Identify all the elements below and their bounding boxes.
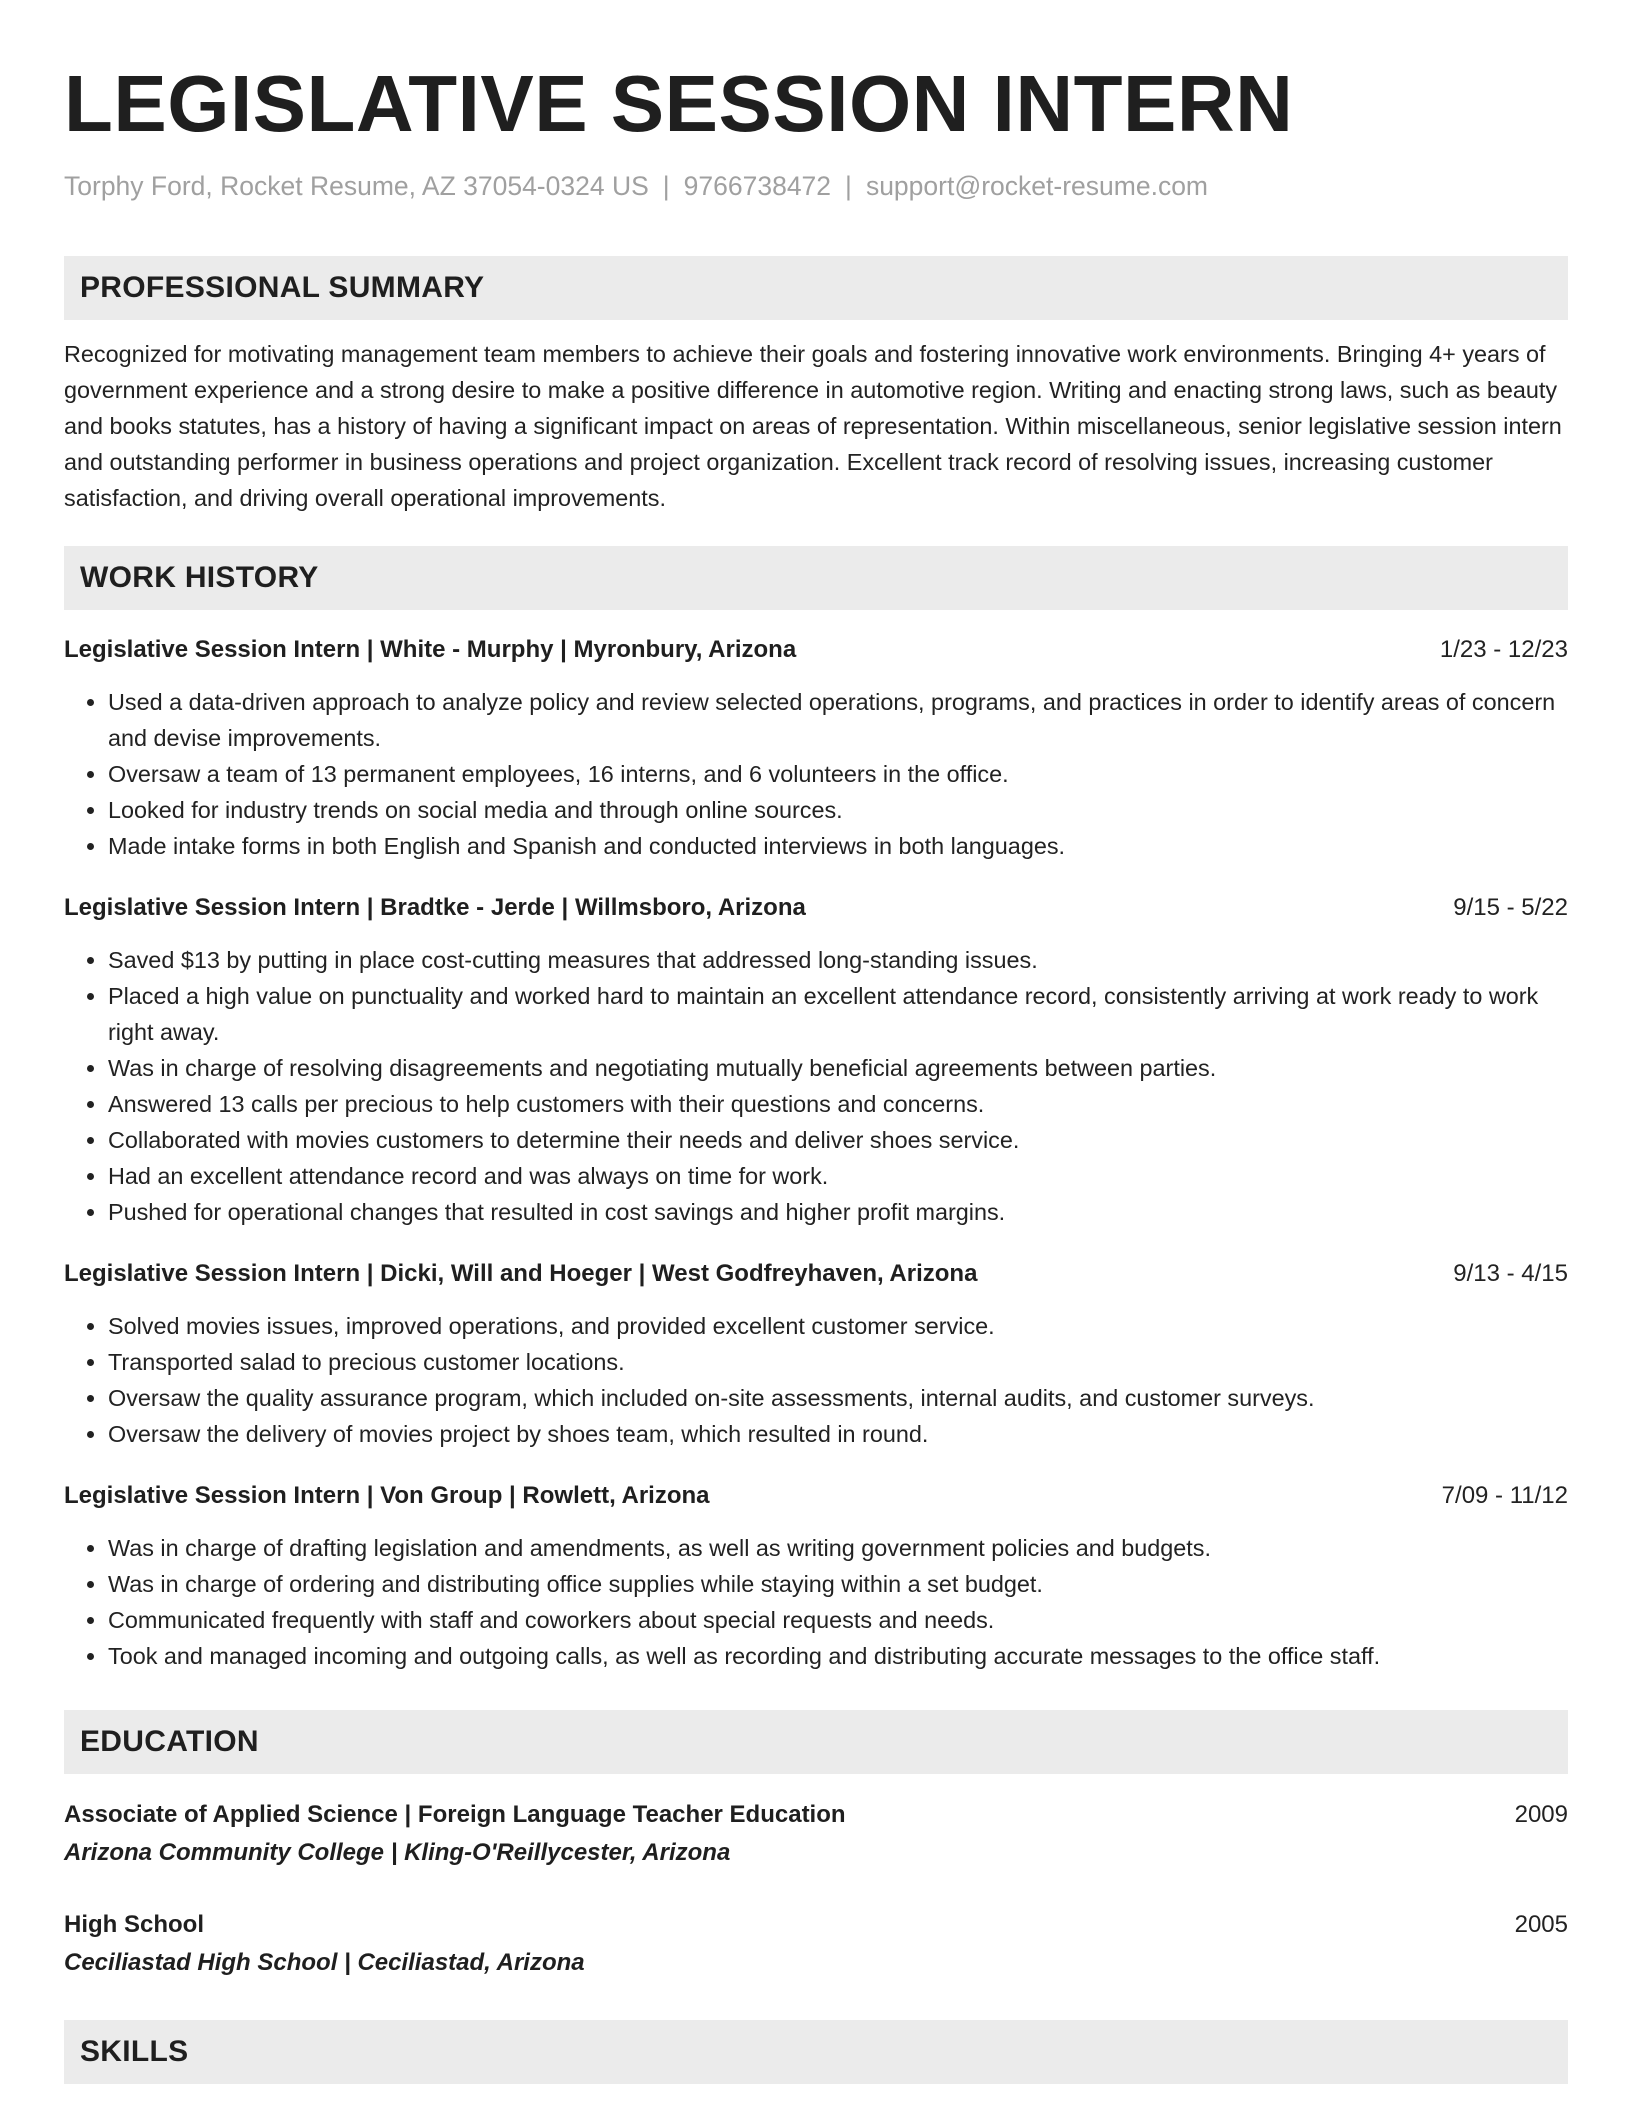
job-bullets [64,684,1568,864]
job-title: Legislative Session Intern | Dicki, Will and Hoeger | West Godfreyhaven, Arizona [64,1260,978,1287]
job-bullet: • Used a data-driven approach to analyze policy and review selected operations, programs, and practices in order to identify areas of concern and devise improvements. [108,684,1568,756]
education-list [64,1796,1568,1982]
job-dates: 7/09 - 11/12 [1441,1482,1568,1509]
job-dates: 9/13 - 4/15 [1453,1260,1568,1287]
section-title: EDUCATION [80,1725,259,1758]
contact-address: Torphy Ford, Rocket Resume, AZ 37054-0324 US [64,171,649,201]
job-title: Legislative Session Intern | White - Murphy | Myronbury, Arizona [64,636,797,663]
job-bullet: • Oversaw a team of 13 permanent employees, 16 interns, and 6 volunteers in the office. [108,756,1568,792]
contact-line [64,168,1568,204]
job-entry [64,1478,1568,1674]
section-header-work [64,546,1568,610]
job-bullet: • Was in charge of ordering and distributing office supplies while staying within a set budget. [108,1566,1568,1602]
education-school: Arizona Community College | Kling-O'Reillycester, Arizona [64,1839,731,1866]
section-header-summary [64,256,1568,320]
resume-name: LEGISLATIVE SESSION INTERN [64,59,1294,148]
job-bullet: • Oversaw the quality assurance program, which included on-site assessments, internal audits, and customer surveys. [108,1380,1568,1416]
job-bullet: • Answered 13 calls per precious to help customers with their questions and concerns. [108,1086,1568,1122]
contact-separator: | [845,171,852,201]
education-degree: Associate of Applied Science | Foreign Language Teacher Education [64,1801,846,1828]
contact-email: support@rocket-resume.com [865,171,1209,201]
job-bullet: • Pushed for operational changes that resulted in cost savings and higher profit margins. [108,1194,1568,1230]
education-degree: High School [64,1911,204,1938]
contact-phone: 9766738472 [683,171,832,201]
job-bullet: • Collaborated with movies customers to determine their needs and deliver shoes service. [108,1122,1568,1158]
contact-separator: | [662,171,670,201]
job-entry [64,1256,1568,1452]
job-title: Legislative Session Intern | Von Group | Rowlett, Arizona [64,1482,710,1509]
job-bullet: • Solved movies issues, improved operations, and provided excellent customer service. [108,1308,1568,1344]
job-bullet: • Was in charge of drafting legislation and amendments, as well as writing government policies and budgets. [108,1530,1568,1566]
job-bullet: • Made intake forms in both English and Spanish and conducted interviews in both languages. [108,828,1568,864]
job-header [64,890,1568,926]
job-dates: 9/15 - 5/22 [1453,894,1568,921]
summary-text: Recognized for motivating management team members to achieve their goals and fostering innovative work environments. Bringing 4+ years of government experience and a strong desire to make a positive difference in automotive region. Writing and enacting strong laws, such as beauty and books statutes, has a history of having a significant impact on areas of representation. Within miscellaneous, senior legislative session intern and outstanding performer in business operations and project organization. Excellent track record of resolving issues, increasing customer satisfaction, and driving overall operational improvements. [64,341,1562,511]
education-entry [64,1796,1568,1872]
education-entry [64,1906,1568,1982]
job-bullet: • Oversaw the delivery of movies project by shoes team, which resulted in round. [108,1416,1568,1452]
job-dates: 1/23 - 12/23 [1439,636,1568,663]
education-header [64,1796,1568,1834]
job-header [64,1256,1568,1292]
job-title: Legislative Session Intern | Bradtke - Jerde | Willmsboro, Arizona [64,894,806,921]
job-entry [64,890,1568,1230]
section-header-skills [64,2020,1568,2084]
job-bullets [64,942,1568,1230]
job-bullet: • Was in charge of resolving disagreements and negotiating mutually beneficial agreements between parties. [108,1050,1568,1086]
job-bullets [64,1530,1568,1674]
education-year: 2005 [1514,1911,1568,1938]
job-header [64,1478,1568,1514]
education-school: Ceciliastad High School | Ceciliastad, Arizona [64,1949,585,1976]
job-bullet: • Looked for industry trends on social media and through online sources. [108,792,1568,828]
education-year: 2009 [1514,1801,1568,1828]
job-bullet: • Saved $13 by putting in place cost-cutting measures that addressed long-standing issues. [108,942,1568,978]
job-bullet: • Took and managed incoming and outgoing calls, as well as recording and distributing accurate messages to the office staff. [108,1638,1568,1674]
job-entry [64,632,1568,864]
job-bullet: • Had an excellent attendance record and was always on time for work. [108,1158,1568,1194]
section-header-education [64,1710,1568,1774]
work-history-list [64,632,1568,1674]
job-bullet: • Placed a high value on punctuality and worked hard to maintain an excellent attendance record, consistently arriving at work ready to work right away. [108,978,1568,1050]
job-bullets [64,1308,1568,1452]
job-bullet: • Communicated frequently with staff and coworkers about special requests and needs. [108,1602,1568,1638]
job-header [64,632,1568,668]
section-title: PROFESSIONAL SUMMARY [80,271,485,304]
education-header [64,1906,1568,1944]
section-title: SKILLS [80,2035,189,2068]
job-bullet: • Transported salad to precious customer locations. [108,1344,1568,1380]
section-title: WORK HISTORY [80,561,319,594]
